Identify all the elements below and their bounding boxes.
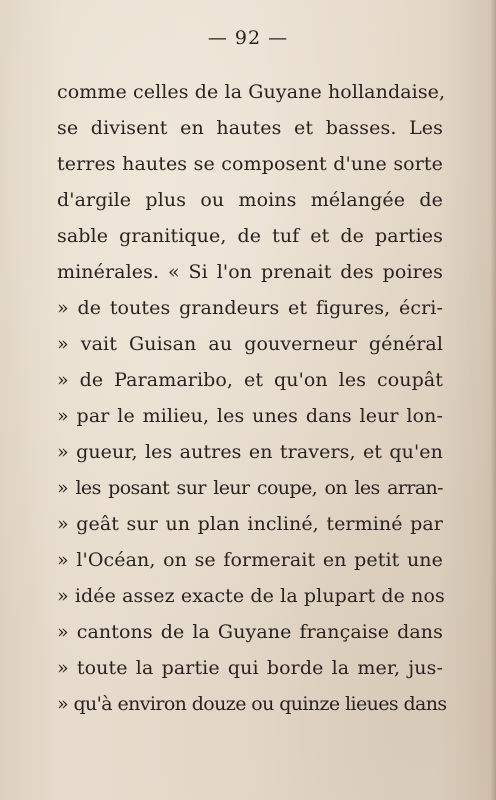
text-line: minérales. « Si l'on prenait des poires <box>57 261 443 283</box>
text-line: » qu'à environ douze ou quinze lieues dans <box>57 693 447 715</box>
text-line: sable granitique, de tuf et de parties <box>57 225 443 247</box>
text-line: d'argile plus ou moins mélangée de <box>57 189 443 211</box>
text-line: » toute la partie qui borde la mer, jus- <box>57 657 443 679</box>
text-line: se divisent en hautes et basses. Les <box>57 117 443 139</box>
text-line: » geât sur un plan incliné, terminé par <box>57 513 443 535</box>
text-line: comme celles de la Guyane hollandaise, <box>57 81 446 103</box>
text-line: » de toutes grandeurs et figures, écri- <box>57 297 443 319</box>
text-line: » l'Océan, on se formerait en petit une <box>57 549 443 571</box>
body-text <box>57 74 447 722</box>
text-line: » idée assez exacte de la plupart de nos <box>57 585 445 607</box>
text-line: » gueur, les autres en travers, et qu'en <box>57 441 443 463</box>
text-line: » par le milieu, les unes dans leur lon- <box>57 405 443 427</box>
page-edge-shadow <box>490 0 496 800</box>
text-line: » vait Guisan au gouverneur général <box>57 333 443 355</box>
text-line: terres hautes se composent d'une sorte <box>57 153 443 175</box>
page-number: — 92 — <box>207 27 289 49</box>
text-line: » cantons de la Guyane française dans <box>57 621 443 643</box>
text-line: » les posant sur leur coupe, on les arran- <box>57 477 443 499</box>
text-line: » de Paramaribo, et qu'on les coupât <box>57 369 443 391</box>
